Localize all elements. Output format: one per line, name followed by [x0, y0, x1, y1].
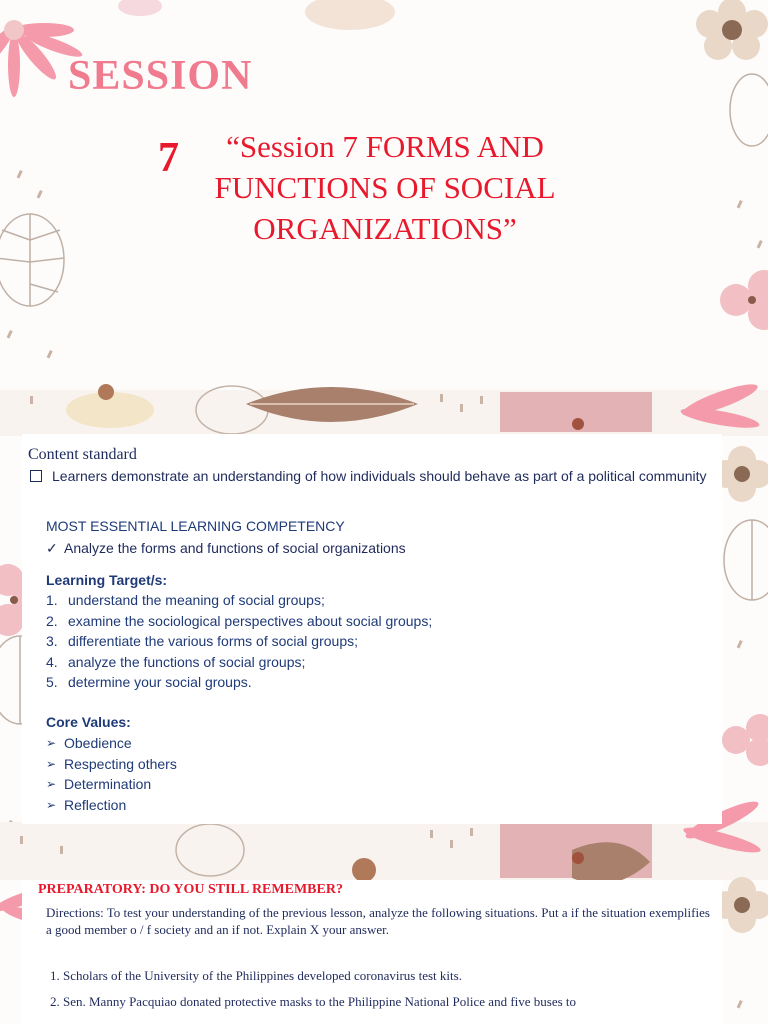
arrow-bullet-icon: ➢: [46, 756, 57, 771]
session-label: SESSION: [68, 53, 253, 99]
learning-targets-list: [46, 590, 432, 693]
situation-item-2: 2. Sen. Manny Pacquiao donated protective masks to the Philippine National Police and five buses to: [50, 994, 577, 1009]
decorative-band-top: [0, 379, 768, 436]
list-item: ➢ Reflection: [46, 795, 177, 816]
list-item: ➢ Determination: [46, 774, 177, 795]
list-item: 4. analyze the functions of social groups;: [46, 653, 306, 670]
flower-icon: [720, 270, 768, 330]
list-item: 2. examine the sociological perspectives about social groups;: [46, 612, 433, 629]
list-item: ➢ Respecting others: [46, 754, 177, 775]
list-item: 3. differentiate the various forms of social groups;: [46, 633, 359, 649]
arrow-bullet-icon: ➢: [46, 736, 57, 750]
arrow-bullet-icon: ➢: [46, 797, 57, 812]
preparatory-heading: PREPARATORY: DO YOU STILL REMEMBER?: [38, 882, 343, 897]
melc-label: MOST ESSENTIAL LEARNING COMPETENCY: [46, 518, 345, 534]
checkbox-bullet-icon: [30, 470, 42, 482]
session-number: 7: [158, 135, 179, 181]
core-values-label: Core Values:: [46, 714, 131, 730]
flower-icon: [722, 714, 768, 766]
list-item: 5. determine your social groups.: [46, 674, 252, 690]
list-item: ➢ Obedience: [46, 733, 177, 754]
core-values-list: [46, 733, 177, 815]
flower-icon: [696, 0, 768, 60]
content-standard-label: Content standard: [28, 446, 137, 463]
content-standard-item: [28, 466, 718, 486]
melc-text: Analyze the forms and functions of social organizations: [64, 540, 406, 556]
checkmark-icon: ✓: [46, 540, 58, 556]
learning-targets-label: Learning Target/s:: [46, 572, 168, 588]
leaf-icon: [118, 0, 395, 30]
page-title: “Session 7 FORMS AND FUNCTIONS OF SOCIAL ORGANIZATIONS”: [214, 129, 556, 246]
content-standard-text: Learners demonstrate an understanding of how individuals should behave as part of a political community: [52, 468, 707, 484]
melc-item: [46, 538, 406, 558]
list-item: 1. understand the meaning of social groups;: [46, 592, 325, 608]
situation-item-1: 1. Scholars of the University of the Philippines developed coronavirus test kits.: [50, 968, 462, 983]
arrow-bullet-icon: ➢: [46, 777, 57, 791]
directions-text: Directions: To test your understanding of the previous lesson, analyze the following situations. Put a if the situation exemplifies a good member o / f society and an if not. Explain X your answer.: [46, 905, 710, 937]
